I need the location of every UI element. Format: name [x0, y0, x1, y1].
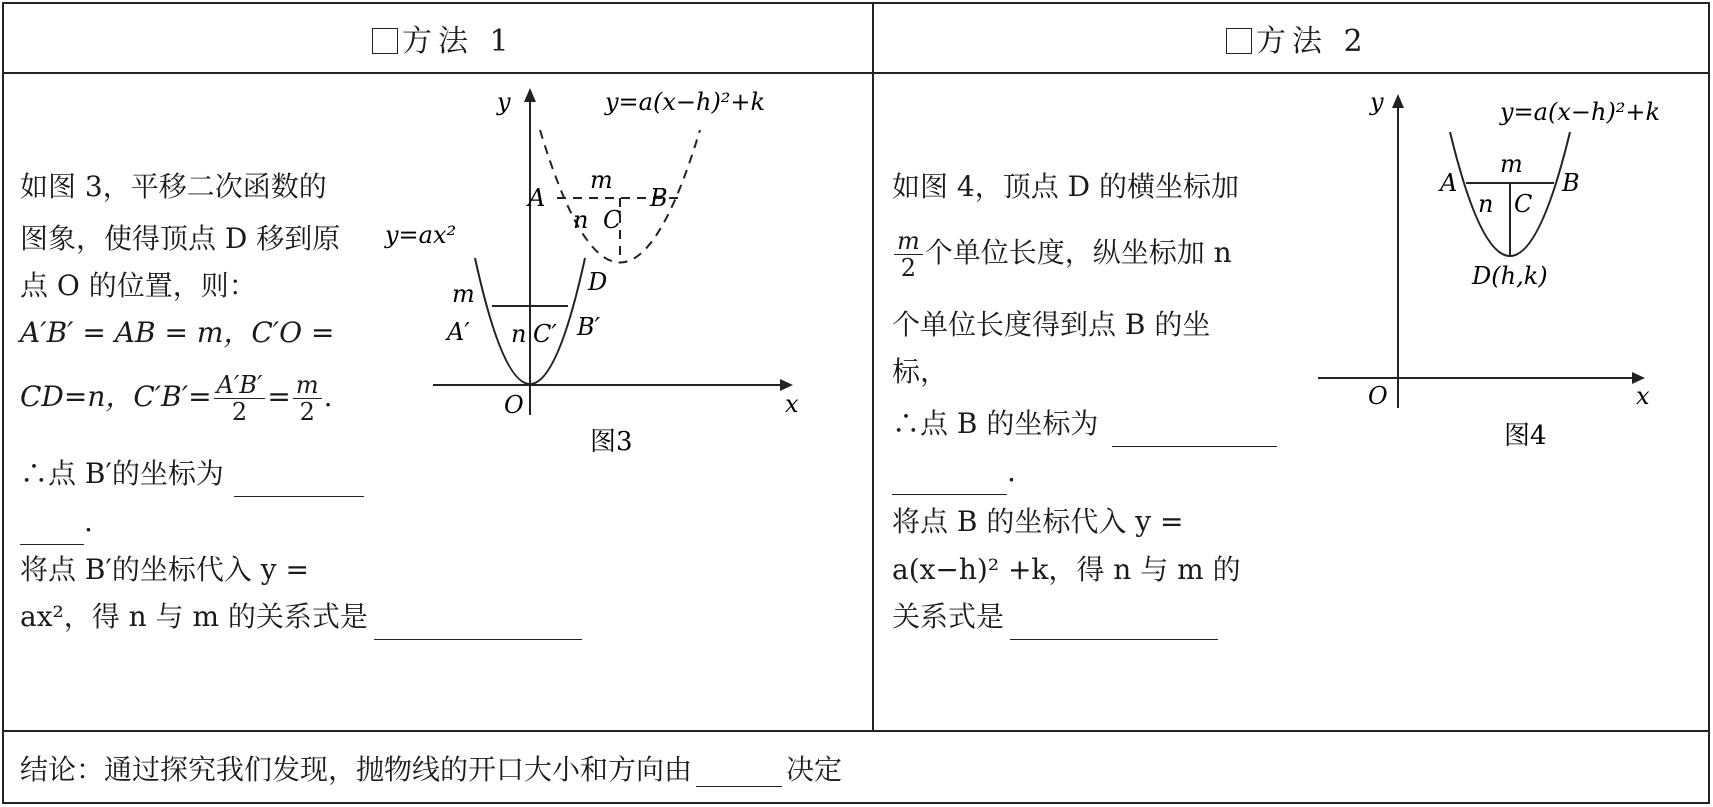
curve-label-vertex-form: y=a(x−h)²+k — [1500, 98, 1661, 126]
method1-line7: . — [20, 500, 93, 545]
answer-blank-relation-1[interactable] — [374, 595, 582, 640]
label-n: n — [1478, 190, 1494, 218]
label-c: C — [1514, 190, 1533, 218]
method2-line2: $\frac{m}{2}$ 个单位长度，纵坐标加 n — [892, 228, 1232, 281]
method1-checkbox[interactable] — [372, 28, 398, 54]
label-m-top: m — [590, 166, 613, 194]
label-n-top: n — [573, 206, 589, 234]
method2-line7: 将点 B 的坐标代入 y = — [892, 505, 1184, 538]
answer-blank-b-2[interactable] — [892, 450, 1007, 495]
label-n-bottom: n — [511, 320, 527, 348]
label-a-prime: A′ — [447, 318, 470, 346]
label-b-prime: B′ — [577, 313, 601, 341]
method1-line2: 图象，使得顶点 D 移到原 — [20, 222, 341, 255]
answer-blank-conclusion[interactable] — [696, 753, 782, 787]
label-m-bottom: m — [452, 280, 475, 308]
method2-line3: 个单位长度得到点 B 的坐 — [892, 308, 1211, 341]
label-a: A — [528, 184, 546, 212]
method2-line6: . — [892, 450, 1016, 495]
figure-3-caption: 图3 — [590, 427, 633, 457]
method2-line8: a(x−h)² +k，得 n 与 m 的 — [892, 553, 1241, 586]
method2-line4: 标， — [892, 355, 949, 388]
label-d: D — [588, 268, 608, 296]
answer-blank-b-1[interactable] — [1112, 402, 1277, 447]
label-b: B — [1562, 169, 1580, 197]
method2-line5: ∴点 B 的坐标为 — [892, 402, 1277, 447]
label-m: m — [1500, 150, 1523, 178]
conclusion-row: 结论：通过探究我们发现，抛物线的开口大小和方向由 决定 — [20, 753, 843, 786]
y-axis-label: y — [1370, 88, 1384, 116]
curve-label-ax2: y=ax² — [385, 221, 457, 249]
method1-line8: 将点 B′的坐标代入 y = — [20, 553, 309, 586]
curve-label-vertex-form: y=a(x−h)²+k — [605, 88, 766, 116]
method2-line9: 关系式是 — [892, 595, 1218, 640]
figure-4-caption: 图4 — [1504, 421, 1547, 451]
label-c-prime: C′ — [533, 320, 557, 348]
column-divider — [872, 4, 874, 730]
method1-line3: 点 O 的位置，则： — [20, 269, 257, 302]
answer-blank-b-prime-1[interactable] — [234, 452, 364, 497]
label-b: B — [650, 184, 668, 212]
fraction-m-over-2-method2: $\frac{m}{2}$ — [894, 228, 923, 281]
method2-header: 方法 2 — [1226, 16, 1369, 60]
fraction-m-over-2: $\frac{m}{2}$ — [293, 372, 322, 425]
method2-checkbox[interactable] — [1226, 28, 1252, 54]
y-axis-label: y — [497, 88, 511, 116]
answer-blank-b-prime-2[interactable] — [20, 500, 84, 545]
method1-line1: 如图 3，平移二次函数的 — [20, 170, 327, 203]
label-a: A — [1440, 169, 1458, 197]
x-axis-label: x — [785, 390, 799, 418]
method2-line1: 如图 4，顶点 D 的横坐标加 — [892, 170, 1239, 203]
origin-label: O — [1368, 382, 1388, 410]
figure-4 — [1300, 80, 1700, 480]
origin-label: O — [504, 391, 524, 419]
method1-header: 方法 1 — [372, 16, 515, 60]
x-axis-label: x — [1636, 382, 1650, 410]
fraction-a-prime-b-prime: $\frac{A'B'}{2}$ — [214, 372, 266, 425]
method1-line5: CD=n，C′B′= $\frac{A'B'}{2}$ = $\frac{m}{2}$ . — [20, 371, 333, 426]
conclusion-divider — [4, 730, 1708, 732]
label-d-vertex: D(h,k) — [1472, 262, 1548, 290]
method1-line4: A′B′ = AB = m，C′O = — [20, 316, 335, 349]
method1-line6: ∴点 B′的坐标为 — [20, 452, 364, 497]
label-c: C — [603, 206, 622, 234]
method1-line9: ax²，得 n 与 m 的关系式是 — [20, 595, 582, 640]
answer-blank-relation-2[interactable] — [1010, 595, 1218, 640]
figure-3 — [385, 80, 860, 470]
header-divider — [4, 72, 1708, 74]
